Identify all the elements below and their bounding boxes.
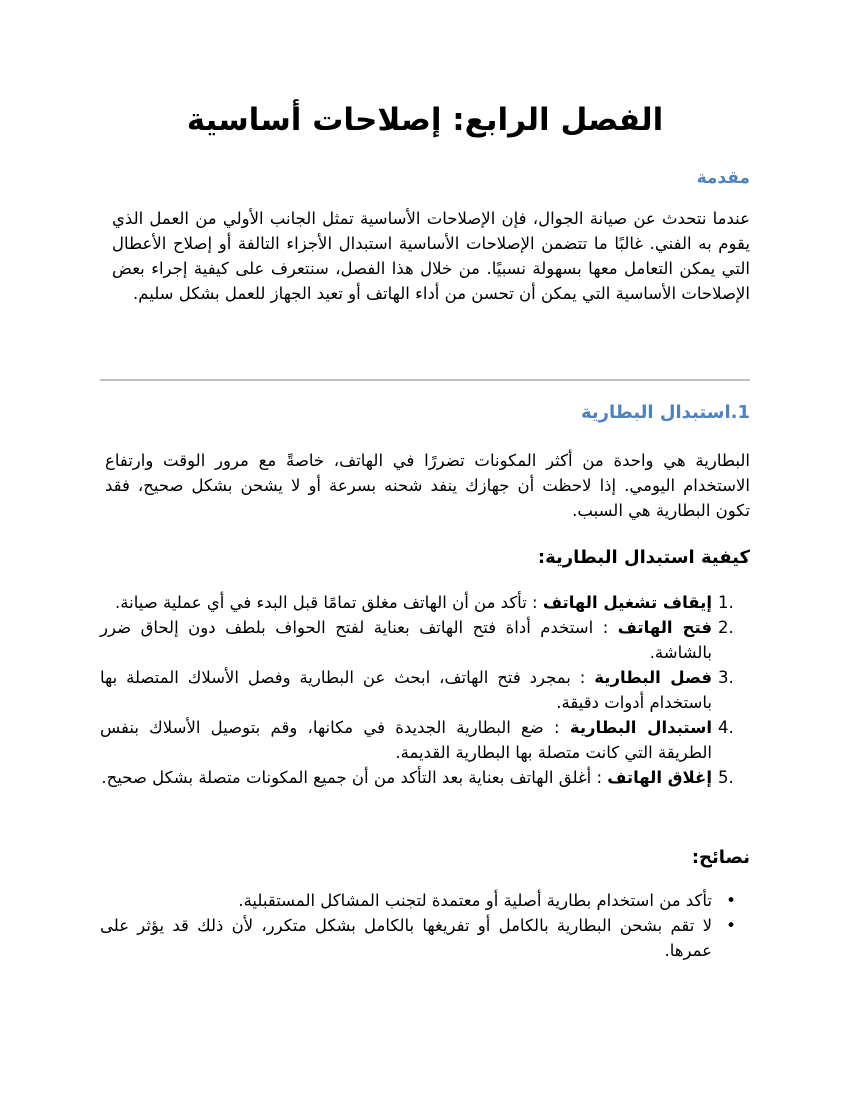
step-text: : أغلق الهاتف بعناية بعد التأكد من أن جميع المكونات متصلة بشكل صحيح. bbox=[101, 768, 602, 787]
list-item bbox=[100, 590, 750, 615]
step-body bbox=[100, 590, 712, 615]
step-body bbox=[100, 665, 712, 715]
step-number: 3. bbox=[718, 668, 734, 687]
step-text: : ضع البطارية الجديدة في مكانها، وقم بتوصيل الأسلاك بنفس الطريقة التي كانت متصلة بها البطارية القديمة. bbox=[100, 718, 712, 762]
step-text: : بمجرد فتح الهاتف، ابحث عن البطارية وفصل الأسلاك المتصلة بها باستخدام أدوات دقيقة. bbox=[100, 668, 712, 712]
tips-heading: نصائح: bbox=[691, 847, 750, 868]
step-term: فصل البطارية bbox=[594, 668, 713, 687]
step-term: فتح الهاتف bbox=[617, 618, 712, 637]
step-text: : تأكد من أن الهاتف مغلق تمامًا قبل البدء في أي عملية صيانة. bbox=[115, 593, 538, 612]
tip-text: لا تقم بشحن البطارية بالكامل أو تفريغها بالكامل بشكل متكرر، لأن ذلك قد يؤثر على عمرها. bbox=[100, 916, 712, 960]
step-term: إيقاف تشغيل الهاتف bbox=[542, 593, 712, 612]
list-item bbox=[100, 913, 750, 963]
step-text: : استخدم أداة فتح الهاتف بعناية لفتح الحواف بلطف دون إلحاق ضرر بالشاشة. bbox=[100, 618, 712, 662]
step-number: 5. bbox=[718, 768, 734, 787]
step-body bbox=[100, 765, 712, 790]
list-item bbox=[100, 665, 750, 715]
step-term: استبدال البطارية bbox=[569, 718, 713, 737]
section-heading-battery: 1.استبدال البطارية bbox=[581, 402, 750, 423]
horizontal-divider bbox=[100, 379, 750, 381]
intro-paragraph: عندما نتحدث عن صيانة الجوال، فإن الإصلاحات الأساسية تمثل الجانب الأولي من العمل الذي يقوم به الفني. غالبًا ما تتضمن الإصلاحات الأساسية استبدال الأجزاء التالفة أو إصلاح الأعطال التي يمكن التعامل معها بسهولة نسبيًا. من خلال هذا الفصل، سنتعرف على كيفية إجراء بعض الإصلاحات الأساسية التي يمكن أن تحسن من أداء الهاتف أو تعيد الجهاز للعمل بشكل سليم. bbox=[112, 209, 750, 303]
step-body bbox=[100, 715, 712, 765]
step-number: 4. bbox=[718, 718, 734, 737]
step-body bbox=[100, 615, 712, 665]
bullet-icon: • bbox=[726, 891, 736, 910]
step-number: 2. bbox=[718, 618, 734, 637]
steps-list bbox=[100, 590, 750, 790]
tips-list bbox=[100, 888, 750, 963]
intro-heading: مقدمة bbox=[696, 168, 750, 188]
list-item bbox=[100, 888, 750, 913]
bullet-icon: • bbox=[726, 916, 736, 935]
step-term: إغلاق الهاتف bbox=[607, 768, 712, 787]
tip-text: تأكد من استخدام بطارية أصلية أو معتمدة لتجنب المشاكل المستقبلية. bbox=[238, 891, 712, 910]
chapter-title: الفصل الرابع: إصلاحات أساسية bbox=[186, 102, 664, 138]
list-item bbox=[100, 715, 750, 765]
steps-heading: كيفية استبدال البطارية: bbox=[537, 547, 750, 568]
step-number: 1. bbox=[718, 593, 734, 612]
section-paragraph: البطارية هي واحدة من أكثر المكونات تضررًا في الهاتف، خاصةً مع مرور الوقت وارتفاع الاستخدام اليومي. إذا لاحظت أن جهازك ينفد شحنه بسرعة أو لا يشحن بشكل صحيح، فقد تكون البطارية هي السبب. bbox=[105, 451, 750, 520]
list-item bbox=[100, 765, 750, 790]
list-item bbox=[100, 615, 750, 665]
